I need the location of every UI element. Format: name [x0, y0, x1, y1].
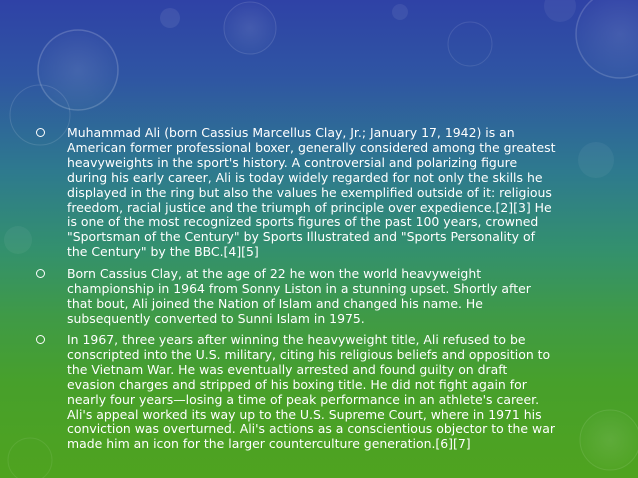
- hollow-circle-bullet-icon: [36, 269, 45, 278]
- bullet-item-2: [36, 267, 596, 327]
- bullet-text: Born Cassius Clay, at the age of 22 he won the world heavyweight championship in 1964 from Sonny Liston in a stunning upset. Shortly after that bout, Ali joined the Nation of Islam and changed his name. He subsequently converted to Sunni Islam in 1975.: [67, 266, 531, 326]
- bullet-text: In 1967, three years after winning the heavyweight title, Ali refused to be conscripted into the U.S. military, citing his religious beliefs and opposition to the Vietnam War. He was eventually arrested and found guilty on draft evasion charges and stripped of his boxing title. He did not fight again for nearly four years—losing a time of peak performance in an athlete's career. Ali's appeal worked its way up to the U.S. Supreme Court, where in 1971 his conviction was overturned. Ali's actions as a conscientious objector to the war made him an icon for the larger counterculture generation.[6][7]: [67, 332, 555, 452]
- bullet-text: Muhammad Ali (born Cassius Marcellus Clay, Jr.; January 17, 1942) is an American former professional boxer, generally considered among the greatest heavyweights in the sport's history. A controversial and polarizing figure during his early career, Ali is today widely regarded for not only the skills he displayed in the ring but also the values he exemplified outside of it: religious freedom, racial justice and the triumph of principle over expedience.[2][3] He is one of the most recognized sports figures of the past 100 years, crowned "Sportsman of the Century" by Sports Illustrated and "Sports Personality of the Century" by the BBC.[4][5]: [67, 125, 556, 260]
- hollow-circle-bullet-icon: [36, 128, 45, 137]
- hollow-circle-bullet-icon: [36, 335, 45, 344]
- bullet-item-1: [36, 126, 596, 260]
- bullet-item-3: [36, 333, 596, 452]
